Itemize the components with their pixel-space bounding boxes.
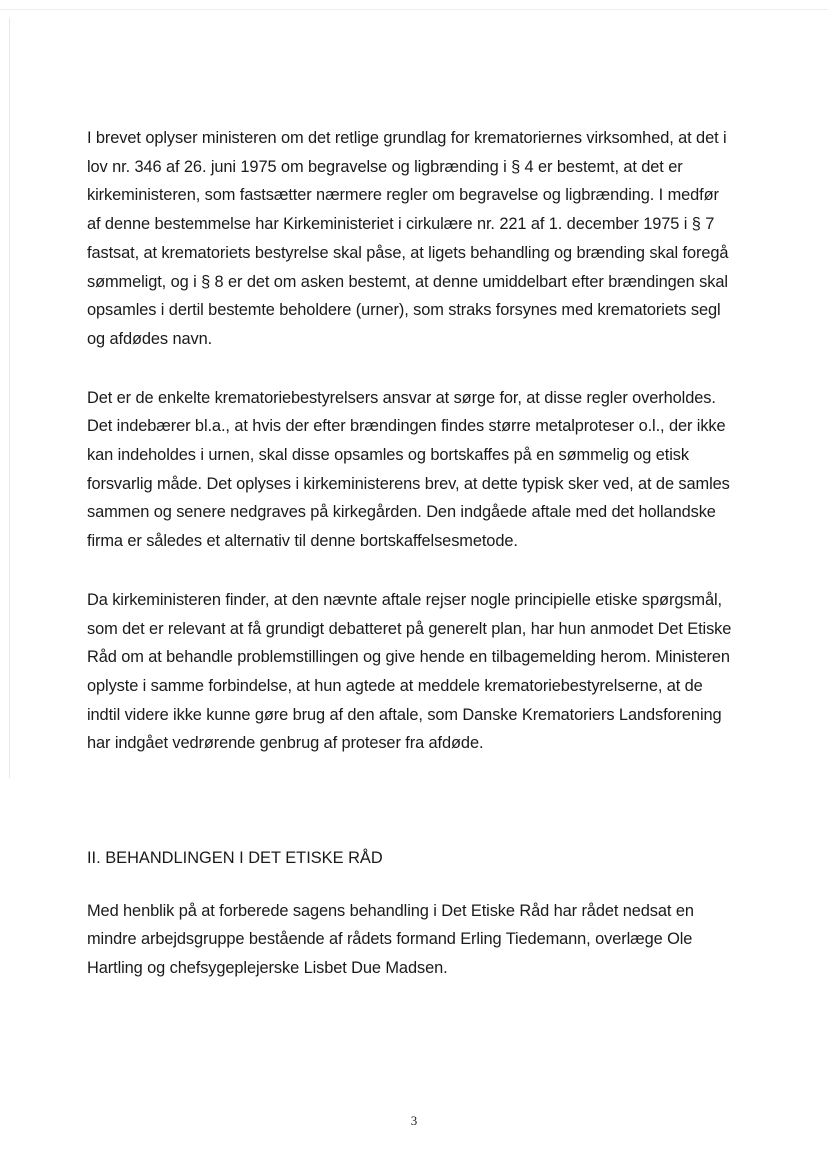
text-line: Råd om at behandle problemstillingen og give hende en tilbagemelding herom. Ministeren — [87, 648, 730, 667]
text-line: af denne bestemmelse har Kirkeministeriet i cirkulære nr. 221 af 1. december 1975 i § 7 — [87, 215, 715, 234]
document-body — [87, 124, 767, 983]
text-line: I brevet oplyser ministeren om det retlige grundlag for krematoriernes virksomhed, at det i — [87, 129, 727, 147]
text-line: Det indebærer bl.a., at hvis der efter brændingen findes større metalproteser o.l., der ikke — [87, 417, 726, 436]
text-line: opsamles i dertil bestemte beholdere (urner), som straks forsynes med krematoriets segl — [87, 301, 721, 320]
text-line: sammen og senere nedgraves på kirkegården. Den indgåede aftale med det hollandske — [87, 503, 716, 522]
text-line: firma er således et alternativ til denne bortskaffelsesmetode. — [87, 532, 518, 551]
paragraph-working-group — [87, 897, 767, 983]
scan-top-edge — [0, 9, 828, 10]
text-line: Med henblik på at forberede sagens behandling i Det Etiske Råd har rådet nedsat en — [87, 901, 694, 920]
text-line: oplyste i samme forbindelse, at hun agtede at meddele krematoriebestyrelserne, at de — [87, 676, 703, 695]
text-line: og afdødes navn. — [87, 329, 213, 348]
section-heading: II. BEHANDLINGEN I DET ETISKE RÅD — [87, 849, 383, 868]
paragraph-ministers-request — [87, 586, 767, 758]
text-line: forsvarlig måde. Det oplyses i kirkeministerens brev, at dette typisk sker ved, at de samles — [87, 474, 730, 493]
text-line: som det er relevant at få grundigt debatteret på generelt plan, har hun anmodet Det Etiske — [87, 619, 732, 638]
text-line: mindre arbejdsgruppe bestående af rådets formand Erling Tiedemann, overlæge Ole — [87, 930, 693, 949]
page-number: 3 — [410, 1113, 418, 1128]
text-line: kan indeholdes i urnen, skal disse opsamles og bortskaffes på en sømmelig og etisk — [87, 446, 689, 465]
text-line: Det er de enkelte krematoriebestyrelsers ansvar at sørge for, at disse regler overholdes. — [87, 388, 716, 407]
text-line: har indgået vedrørende genbrug af proteser fra afdøde. — [87, 734, 484, 753]
paragraph-board-responsibility — [87, 384, 767, 556]
scan-left-edge — [9, 18, 10, 778]
text-line: sømmeligt, og i § 8 er det om asken bestemt, at denne umiddelbart efter brændingen skal — [87, 272, 728, 291]
text-line: fastsat, at krematoriets bestyrelse skal påse, at ligets behandling og brænding skal foregå — [87, 243, 729, 262]
text-line: Da kirkeministeren finder, at den nævnte aftale rejser nogle principielle etiske spørgsmål, — [87, 590, 722, 609]
text-line: kirkeministeren, som fastsætter nærmere regler om begravelse og ligbrænding. I medfør — [87, 186, 719, 205]
text-line: indtil videre ikke kunne gøre brug af den aftale, som Danske Krematoriers Landsforening — [87, 705, 722, 724]
text-line: lov nr. 346 af 26. juni 1975 om begravelse og ligbrænding i § 4 er bestemt, at det er — [87, 157, 683, 176]
paragraph-ministers-letter — [87, 124, 767, 354]
text-line: Hartling og chefsygeplejerske Lisbet Due Madsen. — [87, 959, 448, 978]
